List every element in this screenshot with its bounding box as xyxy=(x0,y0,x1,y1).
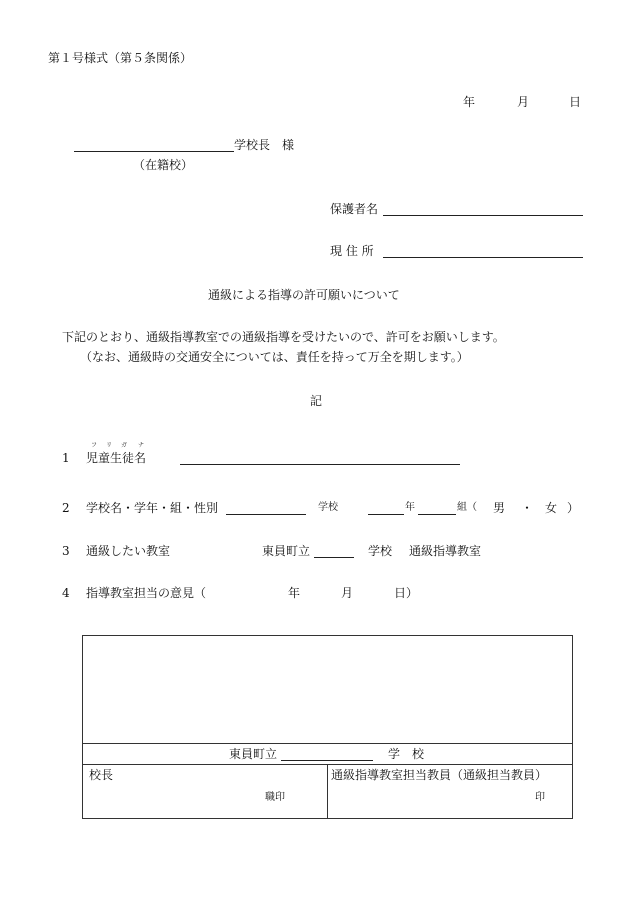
date-year-label: 年 xyxy=(463,95,476,109)
student-name-field[interactable] xyxy=(180,464,460,465)
item-4-day: 日） xyxy=(394,586,419,600)
item-2-grade: 年 xyxy=(405,502,415,513)
item-1-label: 児童生徒名 xyxy=(86,451,147,465)
date-day-label: 日 xyxy=(569,95,582,109)
gender-separator: ・ xyxy=(521,501,534,515)
item-2-label: 学校名・学年・組・性別 xyxy=(86,501,219,515)
table-column-divider xyxy=(327,764,328,819)
item-3-number: 3 xyxy=(62,544,70,558)
table-divider-1 xyxy=(82,743,573,744)
table-town-label: 東員町立 xyxy=(229,747,278,761)
addressee-suffix: 学校長 様 xyxy=(234,138,295,152)
guardian-name-label: 保護者名 xyxy=(330,202,379,216)
ki-heading: 記 xyxy=(310,394,323,408)
guardian-name-field[interactable] xyxy=(383,215,583,216)
body-line-1: 下記のとおり、通級指導教室での通級指導を受けたいので、許可をお願いします。 xyxy=(62,330,505,344)
item-1-ruby-1: フ xyxy=(91,442,98,449)
item-2-number: 2 xyxy=(62,501,70,515)
addressee-note: （在籍校） xyxy=(133,158,194,172)
teacher-label: 通級指導教室担当教員（通級担当教員） xyxy=(331,768,548,782)
item-1-ruby-2: リ xyxy=(106,442,113,449)
school-name-field[interactable] xyxy=(74,151,234,152)
guardian-address-field[interactable] xyxy=(383,257,583,258)
body-line-2: （なお、通級時の交通安全については、責任を持って万全を期します。） xyxy=(80,350,469,364)
item-2-school: 学校 xyxy=(318,502,338,513)
date-month-label: 月 xyxy=(517,95,530,109)
item-1-ruby-4: ナ xyxy=(138,442,145,449)
class-field[interactable] xyxy=(418,514,456,515)
principal-seal: 職印 xyxy=(265,792,285,803)
item-1-ruby-3: ガ xyxy=(121,442,128,449)
principal-label: 校長 xyxy=(89,768,114,782)
item-3-classroom: 通級指導教室 xyxy=(409,544,482,558)
grade-field[interactable] xyxy=(368,514,404,515)
gender-male-option[interactable]: 男 xyxy=(493,501,506,515)
item-3-label: 通級したい教室 xyxy=(86,544,171,558)
school-field[interactable] xyxy=(226,514,306,515)
item-2-class: 組（ xyxy=(457,502,477,513)
item-3-town: 東員町立 xyxy=(262,544,311,558)
desired-school-field[interactable] xyxy=(314,557,354,558)
item-4-label: 指導教室担当の意見（ xyxy=(86,586,207,600)
opinion-text-area[interactable] xyxy=(83,636,572,743)
teacher-seal: 印 xyxy=(535,792,545,803)
item-1-number: 1 xyxy=(62,451,70,465)
item-3-school: 学校 xyxy=(368,544,393,558)
item-4-year: 年 xyxy=(288,586,301,600)
table-school-label: 学 校 xyxy=(388,747,425,761)
gender-close-paren: ） xyxy=(567,501,580,515)
item-4-month: 月 xyxy=(341,586,354,600)
item-4-number: 4 xyxy=(62,586,70,600)
guardian-address-label: 現 住 所 xyxy=(330,244,374,258)
table-school-field[interactable] xyxy=(281,760,373,761)
gender-female-option[interactable]: 女 xyxy=(545,501,558,515)
form-label: 第１号様式（第５条関係） xyxy=(48,51,193,65)
document-title: 通級による指導の許可願いについて xyxy=(208,288,400,302)
